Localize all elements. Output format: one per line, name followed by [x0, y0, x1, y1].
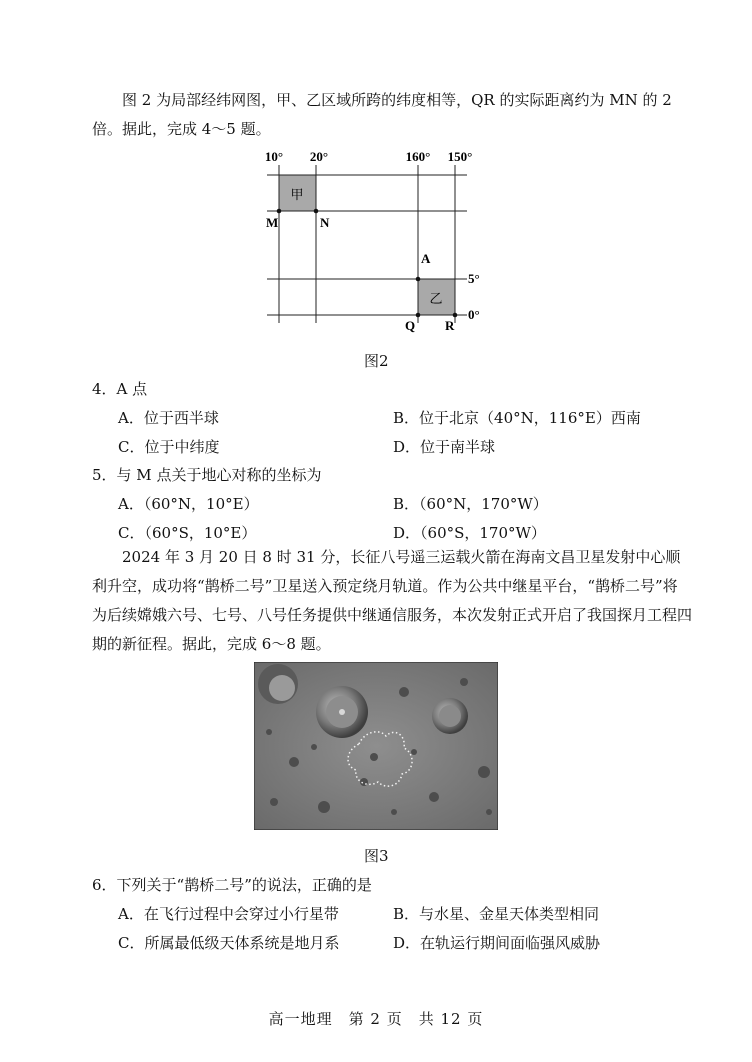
lon-label-150: 150°	[447, 149, 473, 164]
question-4-stem: 4．A 点	[92, 380, 148, 398]
question-6-option-b: B．与水星、金星天体类型相同	[393, 905, 600, 923]
lon-label-10: 10°	[264, 149, 284, 164]
label-r: R	[445, 318, 455, 333]
label-q: Q	[405, 318, 416, 333]
point-m	[277, 209, 282, 214]
point-n	[314, 209, 319, 214]
question-5-option-a: A．（60°N，10°E）	[118, 495, 259, 513]
label-m: M	[266, 215, 279, 230]
point-a	[416, 277, 421, 282]
page-footer: 高一地理 第 2 页 共 12 页	[268, 1010, 484, 1028]
point-q	[416, 313, 421, 318]
question-4-option-d: D．位于南半球	[393, 438, 496, 456]
question-4-option-b: B．位于北京（40°N，116°E）西南	[393, 409, 641, 427]
label-yi: 乙	[429, 291, 443, 306]
figure-3-caption: 图3	[364, 847, 389, 865]
label-n: N	[320, 215, 330, 230]
lat-label-5: 5°	[468, 271, 480, 286]
question-4-option-c: C．位于中纬度	[118, 438, 220, 456]
intro-paragraph-2: 2024 年 3 月 20 日 8 时 31 分，长征八号遥三运载火箭在海南文昌卫星发射中心顺利升空，成功将“鹊桥二号”卫星送入预定绕月轨道。作为公共中继星平台，“鹊桥二号”将为后续嫦娥六号、七号、八号任务提供中继通信服务，本次发射正式开启了我国探月工程四期的新征程。据此，完成 6～8 题。	[92, 548, 693, 653]
label-jia: 甲	[290, 187, 304, 202]
point-r	[453, 313, 458, 318]
question-5-option-d: D．（60°S，170°W）	[393, 524, 546, 542]
figure-2-graticule	[255, 145, 495, 335]
intro-paragraph-1: 图 2 为局部经纬网图，甲、乙区域所跨的纬度相等，QR 的实际距离约为 MN 的 2 倍。据此，完成 4～5 题。	[92, 91, 672, 138]
label-a: A	[421, 251, 431, 266]
question-5-option-c: C．（60°S，10°E）	[118, 524, 257, 542]
question-6-option-d: D．在轨运行期间面临强风威胁	[393, 934, 601, 952]
lat-label-0: 0°	[468, 307, 480, 322]
question-6-stem: 6．下列关于“鹊桥二号”的说法，正确的是	[92, 876, 372, 894]
figure-3-moon-photo	[254, 662, 498, 830]
question-6-option-c: C．所属最低级天体系统是地月系	[118, 934, 340, 952]
question-4-option-a: A．位于西半球	[118, 409, 219, 427]
question-6-option-a: A．在飞行过程中会穿过小行星带	[118, 905, 339, 923]
question-5-stem: 5．与 M 点关于地心对称的坐标为	[92, 466, 322, 484]
question-5-option-b: B．（60°N，170°W）	[393, 495, 548, 513]
figure-2-caption: 图2	[364, 352, 389, 370]
lon-label-160: 160°	[405, 149, 431, 164]
lon-label-20: 20°	[309, 149, 329, 164]
